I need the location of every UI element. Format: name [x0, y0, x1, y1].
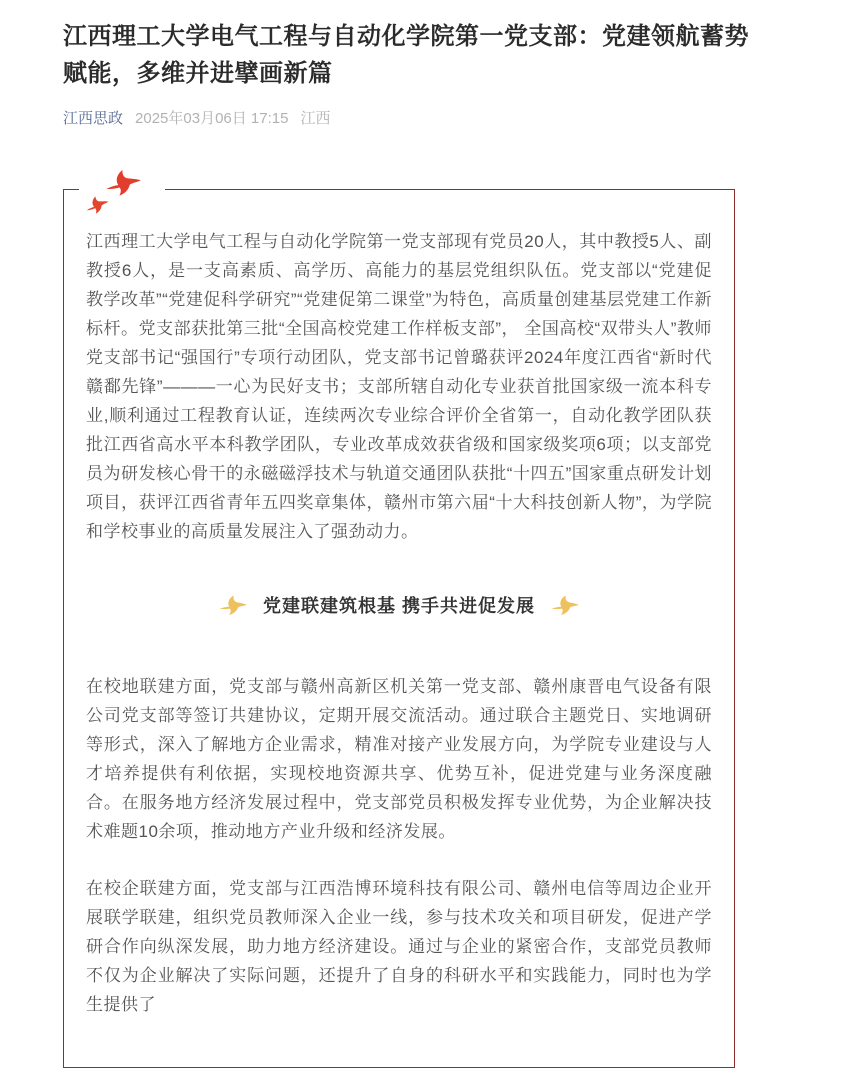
source-account-link[interactable]: 江西思政 — [63, 110, 124, 127]
publish-location: 江西 — [300, 110, 331, 127]
red-birds-decoration — [79, 170, 165, 226]
paragraph: 江西理工大学电气工程与自动化学院第一党支部现有党员20人，其中教授5人、副教授6人，是一支高素质、高学历、高能力的基层党组织队伍。党支部以“党建促教学改革”“党建促科学研究”“党建促第二课堂”为特色，高质量创建基层党建工作新标杆。党支部获批第三批“全国高校党建工作样板支部”， 全国高校“双带头人”教师党支部书记“强国行”专项行动团队，党支部书记曾璐获评2024年度江西省“新时代赣鄱先锋”———一心为民好支书；支部所辖自动化专业获首批国家级一流本科专业,顺利通过工程教育认证，连续两次专业综合评价全省第一，自动化教学团队获批江西省高水平本科教学团队，专业改革成效获省级和国家级奖项6项；以支部党员为研发核心骨干的永磁磁浮技术与轨道交通团队获批“十四五”国家重点研发计划项目，获评江西省青年五四奖章集体，赣州市第六届“十大科技创新人物”，为学院和学校事业的高质量发展注入了强劲动力。 — [86, 232, 712, 541]
paragraph: 在校地联建方面，党支部与赣州高新区机关第一党支部、赣州康晋电气设备有限公司党支部等签订共建协议，定期开展交流活动。通过联合主题党日、实地调研等形式，深入了解地方企业需求，精准对接产业发展方向，为学院专业建设与人才培养提供有利依据，实现校地资源共享、优势互补，促进党建与业务深度融合。在服务地方经济发展过程中，党支部党员积极发挥专业优势，为企业解决技术难题10余项，推动地方产业升级和经济发展。 — [86, 677, 712, 841]
byline — [63, 107, 798, 128]
section-heading — [86, 592, 712, 618]
gold-bird-icon — [551, 595, 579, 616]
page-title: 江西理工大学电气工程与自动化学院第一党支部：党建领航蓄势赋能，多维并进擘画新篇 — [63, 23, 749, 87]
paragraph: 在校企联建方面，党支部与江西浩博环境科技有限公司、赣州电信等周边企业开展联学联建，组织党员教师深入企业一线，参与技术攻关和项目研发，促进产学研合作向纵深发展，助力地方经济建设。通过与企业的紧密合作，支部党员教师不仅为企业解决了实际问题，还提升了自身的科研水平和实践能力，同时也为学生提供了 — [86, 879, 712, 1014]
gold-bird-icon — [219, 595, 247, 616]
section-heading-text: 党建联建筑根基 携手共进促发展 — [263, 596, 535, 616]
red-bird-icon — [104, 168, 143, 198]
publish-date: 2025年03月06日 17:15 — [135, 110, 289, 127]
red-bird-icon — [83, 193, 111, 216]
article-card — [63, 189, 735, 1068]
